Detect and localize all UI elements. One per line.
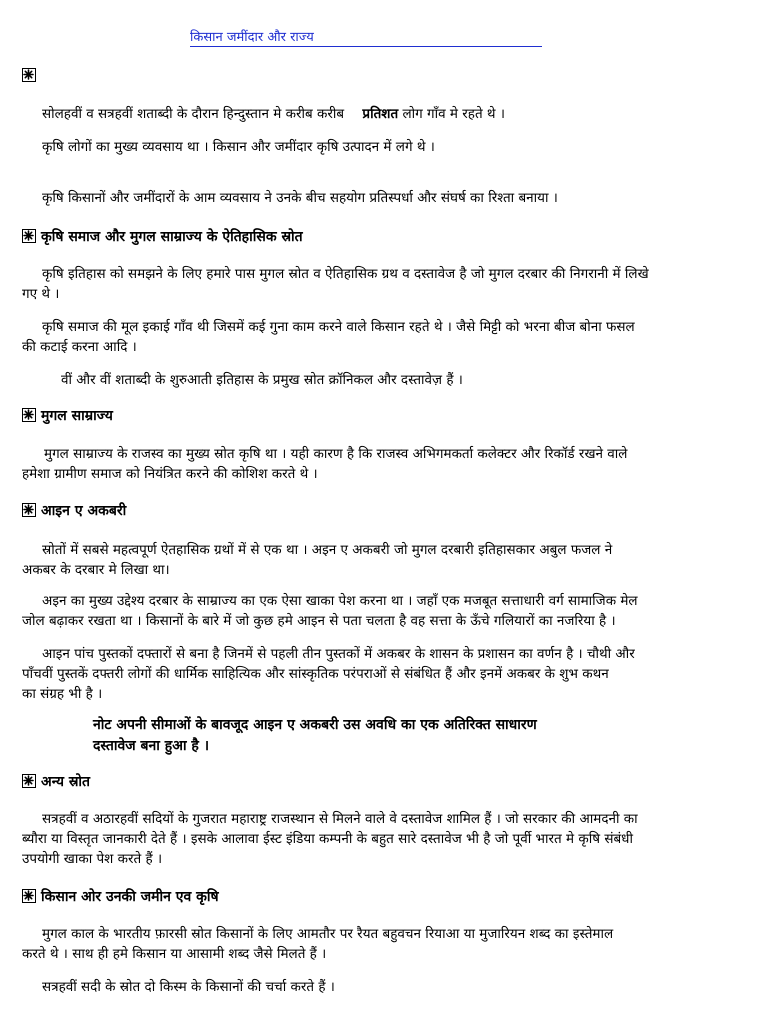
section-heading: मुगल साम्राज्य [22, 407, 113, 425]
paragraph: कृषि किसानों और जमींदारों के आम व्यवसाय ने उनके बीच सहयोग प्रतिस्पर्धा और संघर्ष का रिश्ता बनाया । [42, 190, 558, 206]
paragraph-line: पाँचवीं पुस्तकें दफ्तरी लोगों की धार्मिक साहित्यिक और सांस्कृतिक परंपराओं से संबंधित हैं और इनमें अकबर के शुभ कथन [22, 666, 609, 682]
paragraph-line: अकबर के दरबार मे लिखा था। [22, 562, 170, 578]
paragraph-line: सत्रहवीं व अठारहवीं सदियों के गुजरात महाराष्ट्र राजस्थान से मिलने वाले वे दस्तावेज शामिल हैं । जो सरकार की आमदनी का [42, 811, 638, 827]
paragraph-line: का संग्रह भी है । [22, 686, 103, 702]
paragraph-line: कृषि समाज की मूल इकाई गाँव थी जिसमें कई गुना काम करने वाले किसान रहते थे । जैसे मिट्टी को भरना बीज बोना फसल [42, 319, 635, 335]
paragraph-line: उपयोगी खाका पेश करते हैं । [22, 851, 163, 867]
paragraph-line: सत्रहवीं सदी के स्रोत दो किस्म के किसानों की चर्चा करते हैं । [42, 979, 335, 995]
paragraph-line: हमेशा ग्रामीण समाज को नियंत्रित करने की कोशिश करते थे । [22, 466, 318, 482]
asterisk-box-icon [22, 503, 36, 517]
asterisk-box-icon [22, 229, 36, 243]
asterisk-box-icon [22, 68, 36, 82]
paragraph-line: गए थे । [22, 286, 60, 302]
section-heading: कृषि समाज और मुगल साम्राज्य के ऐतिहासिक स्रोत [22, 228, 303, 246]
paragraph-line: मुगल काल के भारतीय फ़ारसी स्रोत किसानों के लिए आमतौर पर रैयत बहुवचन रियाआ या मुजारियन शब्द का इस्तेमाल [42, 926, 614, 942]
paragraph-line: की कटाई करना आदि । [22, 339, 137, 355]
paragraph-line: स्रोतों में सबसे महत्वपूर्ण ऐतहासिक ग्रथों में से एक था । अइन ए अकबरी जो मुगल दरबारी इतिहासकार अबुल फजल ने [42, 542, 613, 558]
asterisk-box-icon [22, 889, 36, 903]
paragraph: सोलहवीं व सत्रहवीं शताब्दी के दौरान हिन्दुस्तान मे करीब करीब प्रतिशत लोग गाँव मे रहते थे । [42, 106, 505, 122]
paragraph-line: जोल बढ़ाकर रखता था । किसानों के बारे में जो कुछ हमे आइन से पता चलता है वह सत्ता के ऊँचे गलियारों का नजरिया है । [22, 613, 616, 629]
paragraph-line: आइन पांच पुस्तकों दफ्तारों से बना है जिनमें से पहली तीन पुस्तकों में अकबर के शासन के प्रशासन का वर्णन है । चौथी और [42, 646, 635, 662]
section-heading: किसान ओर उनकी जमीन एव कृषि [22, 888, 219, 906]
paragraph: कृषि लोगों का मुख्य व्यवसाय था । किसान और जमींदार कृषि उत्पादन में लगे थे । [42, 139, 435, 155]
paragraph-line: वीं और वीं शताब्दी के शुरुआती इतिहास के प्रमुख स्रोत क्रॉनिकल और दस्तावेज़ हैं । [61, 372, 463, 388]
asterisk-box-icon [22, 408, 36, 422]
note-line: नोट अपनी सीमाओं के बावजूद आइन ए अकबरी उस अवधि का एक अतिरिक्त साधारण [93, 717, 537, 733]
paragraph-line: करते थे । साथ ही हमे किसान या आसामी शब्द जैसे मिलते हैं । [22, 946, 327, 962]
section-heading: अन्य स्रोत [22, 773, 90, 791]
paragraph-line: मुगल साम्राज्य के राजस्व का मुख्य स्रोत कृषि था । यही कारण है कि राजस्व अभिगमकर्ता कलेक्टर और रिकॉर्ड रखने वाले [44, 446, 628, 462]
paragraph-line: कृषि इतिहास को समझने के लिए हमारे पास मुगल स्रोत व ऐतिहासिक ग्रथ व दस्तावेज है जो मुगल दरबार की निगरानी में लिखे [42, 266, 649, 282]
note-line: दस्तावेज बना हुआ है । [93, 738, 210, 754]
paragraph-line: ब्यौरा या विस्तृत जानकारी देते हैं । इसके आलावा ईस्ट इंडिया कम्पनी के बहुत सारे दस्तावेज भी है जो पूर्वी भारत मे कृषि संबंधी [22, 831, 633, 847]
page-title: किसान जमींदार और राज्य [190, 30, 542, 47]
section-heading: आइन ए अकबरी [22, 502, 126, 520]
paragraph-line: अइन का मुख्य उद्देश्य दरबार के साम्राज्य का एक ऐसा खाका पेश करना था । जहाँ एक मजबूत सत्ताधारी वर्ग सामाजिक मेल [42, 593, 638, 609]
asterisk-box-icon [22, 774, 36, 788]
